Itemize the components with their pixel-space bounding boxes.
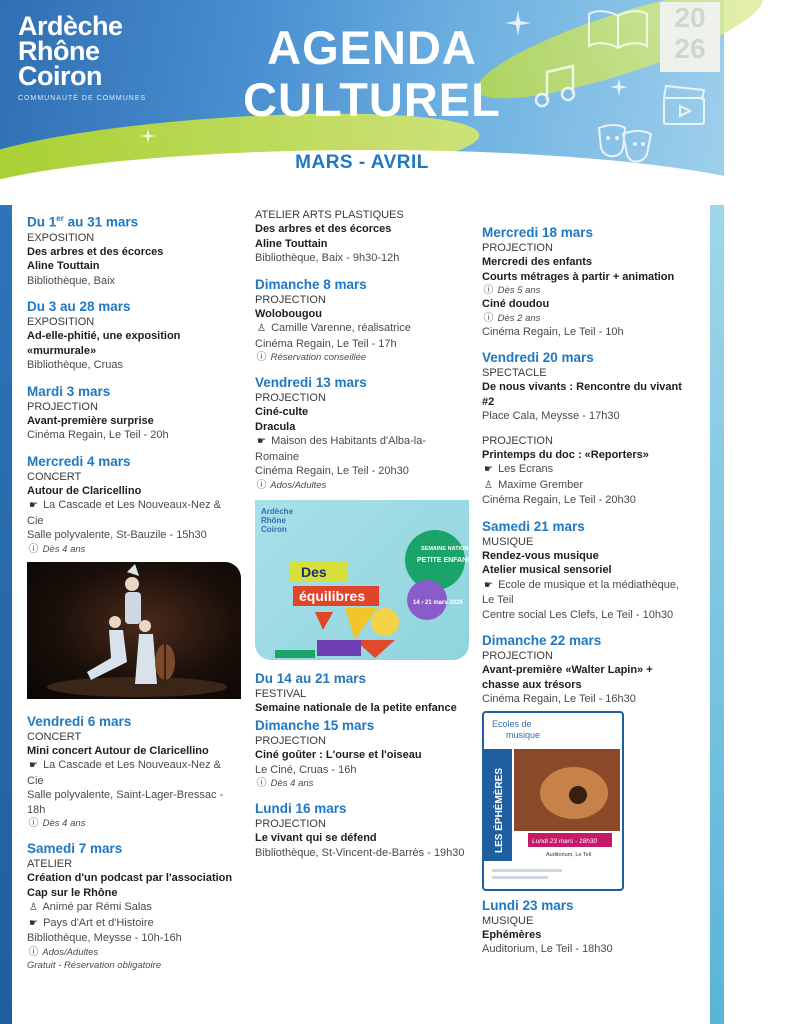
event-title: Des arbres et des écorces (27, 245, 164, 258)
event-item (255, 670, 465, 716)
event-date: Du 14 au 21 mars (255, 670, 367, 686)
event-note: Gratuit - Réservation obligatoire (27, 959, 162, 971)
info-circle-icon: ⓘ (28, 818, 39, 829)
event-partner (27, 498, 237, 528)
event-date: Vendredi 20 mars (482, 350, 594, 365)
agenda-column-1 (27, 208, 237, 982)
event-partner (482, 462, 692, 478)
person-icon: ♙ (257, 323, 266, 334)
info-circle-icon: ⓘ (483, 312, 494, 324)
event-artist: Aline Touttain (27, 260, 100, 272)
poster-badge-text: PETITE ENFANCE (417, 556, 477, 564)
event-title: Création d'un podcast par l'association Cap sur le Rhône (27, 872, 233, 899)
event-item (482, 632, 692, 707)
event-host (482, 478, 692, 494)
event-title: Rendez-vous musique (482, 549, 599, 562)
event-note (27, 817, 237, 830)
event-category: FESTIVAL (255, 687, 307, 700)
side-stripe-right (710, 205, 724, 1024)
event-note (255, 351, 465, 364)
poster-illustration (484, 713, 622, 889)
event-item (482, 897, 692, 957)
handshake-icon: ☛ (29, 500, 38, 511)
event-title: Ad-elle-phitié, une exposition «murmurale» (27, 330, 181, 357)
event-category: PROJECTION (482, 650, 553, 662)
event-title: Avant-première surprise (27, 414, 154, 427)
performers-illustration (27, 562, 241, 699)
event-place: Le Ciné, Cruas - 16h (255, 763, 357, 776)
partner-text: Pays d'Art et d'Histoire (43, 916, 154, 929)
event-date (27, 210, 237, 231)
logo (18, 11, 178, 102)
header-banner (0, 0, 724, 205)
poster-logo-text: Ardèche (261, 506, 294, 516)
event-title: Autour de Claricellino (27, 484, 142, 497)
person-icon: ♙ (29, 902, 38, 913)
event-title: Wolobougou (255, 307, 322, 320)
note-text: Ados/Adultes (270, 479, 327, 491)
event-place: Place Cala, Meysse - 17h30 (482, 410, 620, 422)
info-circle-icon: ⓘ (28, 543, 39, 555)
event-place: Salle polyvalente, St-Bauzile - 15h30 (27, 529, 207, 541)
event-title: Atelier musical sensoriel (482, 564, 612, 576)
event-item (27, 713, 237, 831)
event-date: Dimanche 15 mars (255, 718, 375, 733)
event-date: Lundi 23 mars (482, 897, 574, 913)
event-item (27, 453, 237, 556)
event-place: Cinéma Regain, Le Teil - 10h (482, 325, 624, 338)
person-icon: ♙ (484, 479, 493, 491)
petite-enfance-poster (255, 500, 498, 660)
event-place: Bibliothèque, Meysse - 10h-16h (27, 932, 182, 944)
event-title: Le vivant qui se défend (255, 832, 377, 844)
event-title: Ephémères (482, 928, 542, 941)
event-category: PROJECTION (255, 818, 326, 830)
partner-text: Les Ecrans (498, 463, 554, 475)
event-title: Avant-première «Walter Lapin» + chasse aux trésors (482, 664, 653, 691)
poster-logo-text: Rhône (261, 515, 286, 525)
note-text: Ados/Adultes (42, 946, 99, 958)
event-title: Mini concert Autour de Claricellino (27, 744, 209, 757)
note-text: Dès 4 ans (270, 778, 314, 789)
event-item (255, 717, 465, 790)
handshake-icon: ☛ (257, 436, 266, 447)
event-place: Bibliothèque, Baix (27, 274, 116, 287)
event-date: Vendredi 6 mars (27, 713, 132, 729)
handshake-icon: ☛ (484, 579, 493, 591)
event-category: PROJECTION (255, 293, 326, 306)
event-category: MUSIQUE (482, 535, 534, 548)
event-date: Samedi 21 mars (482, 518, 585, 534)
clapperboard-icon (660, 82, 708, 128)
poster-illustration (255, 500, 498, 660)
event-date: Du 3 au 28 mars (27, 299, 131, 314)
event-host (27, 900, 237, 916)
event-category: PROJECTION (482, 242, 553, 254)
partner-text: La Cascade et Les Nouveaux-Nez & Cie (27, 499, 221, 527)
logo-line: Rhône (18, 36, 100, 66)
sparkle-icon (610, 78, 628, 96)
event-note (27, 543, 237, 556)
poster-heading: musique (506, 729, 541, 740)
year-line: 26 (674, 33, 706, 64)
date-text: Du 1 (27, 214, 57, 230)
note-text: Dès 4 ans (42, 818, 86, 829)
event-item (27, 210, 237, 288)
poster-badge-text: SEMAINE NATIONALE DE LA (421, 545, 498, 552)
event-category: EXPOSITION (27, 231, 95, 244)
note-text: Dès 4 ans (42, 543, 86, 555)
concert-photo (27, 562, 241, 699)
event-item (255, 374, 465, 492)
event-note (255, 479, 465, 492)
event-date: Dimanche 8 mars (255, 276, 367, 292)
date-superscript: er (56, 214, 64, 223)
year-badge (660, 2, 720, 72)
poster-word: Des (301, 563, 327, 580)
event-category: ATELIER (27, 858, 73, 870)
event-title: Courts métrages à partir + animation (482, 270, 675, 283)
year-line: 20 (674, 2, 706, 33)
agenda-column-2 (255, 208, 498, 870)
poster-when: Lundi 23 mars - 18h30 (532, 837, 598, 845)
event-category: PROJECTION (255, 392, 326, 404)
event-place: Bibliothèque, St-Vincent-de-Barrès - 19h30 (255, 846, 465, 859)
page-title (222, 22, 522, 126)
logo-line: Ardèche (18, 11, 123, 41)
agenda-column-3 (482, 222, 692, 967)
info-circle-icon: ⓘ (256, 479, 267, 491)
event-note (482, 312, 692, 325)
event-date: Lundi 16 mars (255, 801, 347, 816)
event-place: Cinéma Regain, Le Teil - 17h (255, 337, 397, 350)
event-date: Samedi 7 mars (27, 841, 123, 856)
host-text: Animé par Rémi Salas (42, 901, 152, 913)
host-text: Camille Varenne, réalisatrice (271, 322, 411, 334)
partner-text: Ecole de musique et la médiathèque, Le Teil (482, 578, 680, 606)
event-title: Ciné doudou (482, 298, 550, 310)
event-category: SPECTACLE (482, 367, 547, 379)
event-place: Cinéma Regain, Le Teil - 16h30 (482, 693, 636, 705)
event-date: Mardi 3 mars (27, 383, 111, 399)
poster-vertical-title: LES ÉPHÉMÈRES (494, 767, 505, 853)
event-date: Vendredi 13 mars (255, 375, 367, 390)
side-stripe-left (0, 205, 12, 1024)
event-place: Cinéma Regain, Le Teil - 20h30 (482, 494, 636, 506)
event-category: ATELIER ARTS PLASTIQUES (255, 209, 404, 221)
event-place: Salle polyvalente, Saint-Lager-Bressac - 18h (27, 789, 224, 816)
logo-line: Coiron (18, 61, 102, 91)
event-date: Mercredi 18 mars (482, 225, 594, 240)
note-text: Réservation conseillée (270, 352, 367, 363)
event-date: Dimanche 22 mars (482, 633, 602, 648)
logo-subtitle: COMMUNAUTÉ DE COMMUNES (18, 95, 147, 102)
period-heading: MARS - AVRIL (295, 152, 429, 173)
event-item (27, 298, 237, 373)
event-partner (255, 434, 465, 464)
event-item (255, 208, 465, 266)
info-circle-icon: ⓘ (256, 778, 267, 789)
event-item (255, 800, 465, 860)
event-category: CONCERT (27, 730, 82, 743)
sparkle-icon (505, 10, 531, 36)
event-place: Cinéma Regain, Le Teil - 20h (27, 429, 169, 441)
info-circle-icon: ⓘ (256, 352, 267, 363)
host-text: Maxime Grember (498, 478, 584, 491)
event-category: PROJECTION (482, 434, 553, 447)
handshake-icon: ☛ (29, 917, 38, 929)
event-title: Ciné goûter : L'ourse et l'oiseau (255, 749, 422, 761)
ephemeres-poster (482, 711, 624, 891)
sparkle-icon (140, 128, 156, 144)
event-partner (27, 758, 237, 788)
event-note (27, 946, 237, 959)
poster-logo-text: Coiron (261, 524, 287, 534)
poster-word: équilibres (299, 587, 366, 604)
title-line: AGENDA (267, 21, 477, 74)
note-text: Dès 2 ans (497, 312, 541, 324)
music-notes-icon (533, 62, 579, 112)
event-item (27, 840, 237, 972)
open-book-icon (585, 6, 651, 50)
date-text: au 31 mars (63, 214, 139, 230)
handshake-icon: ☛ (484, 464, 493, 475)
event-category: PROJECTION (27, 400, 98, 413)
event-title: Des arbres et des écorces (255, 223, 392, 235)
event-title: De nous vivants : Rencontre du vivant #2 (482, 381, 682, 408)
title-line: CULTUREL (243, 73, 501, 126)
event-note (255, 777, 465, 790)
poster-dates: 14 › 21 mars 2026 (413, 599, 463, 606)
event-item (482, 518, 692, 623)
event-place: Cinéma Regain, Le Teil - 20h30 (255, 465, 409, 477)
event-note (482, 284, 692, 297)
event-place: Bibliothèque, Baix - 9h30-12h (255, 252, 400, 264)
event-item (482, 434, 692, 508)
event-item (27, 383, 237, 443)
info-circle-icon: ⓘ (483, 285, 494, 296)
note-text: Dès 5 ans (497, 285, 541, 296)
event-category: EXPOSITION (27, 316, 95, 328)
event-item (482, 349, 692, 424)
event-category: MUSIQUE (482, 914, 534, 927)
event-date: Mercredi 4 mars (27, 453, 131, 469)
event-title: Printemps du doc : «Reporters» (482, 448, 649, 461)
event-place: Centre social Les Clefs, Le Teil - 10h30 (482, 608, 674, 621)
partner-text: La Cascade et Les Nouveaux-Nez & Cie (27, 759, 221, 787)
event-title: Dracula (255, 420, 296, 433)
event-place: Auditorium, Le Teil - 18h30 (482, 943, 613, 955)
info-circle-icon: ⓘ (28, 946, 39, 958)
event-item (255, 276, 465, 365)
poster-where: Auditorium, Le Teil (546, 851, 592, 858)
event-partner (482, 578, 692, 608)
poster-heading: Ecoles de (492, 718, 532, 729)
event-partner (27, 916, 237, 932)
handshake-icon: ☛ (29, 760, 38, 771)
partner-text: Maison des Habitants d'Alba-la-Romaine (255, 435, 427, 463)
event-title: Semaine nationale de la petite enfance (255, 701, 457, 714)
event-title: Ciné-culte (255, 406, 309, 418)
event-title: Mercredi des enfants (482, 256, 593, 268)
event-place: Bibliothèque, Cruas (27, 359, 124, 371)
event-item (482, 224, 692, 339)
event-artist: Aline Touttain (255, 237, 328, 250)
event-host (255, 321, 465, 337)
event-category: CONCERT (27, 470, 82, 483)
event-category: PROJECTION (255, 735, 326, 747)
